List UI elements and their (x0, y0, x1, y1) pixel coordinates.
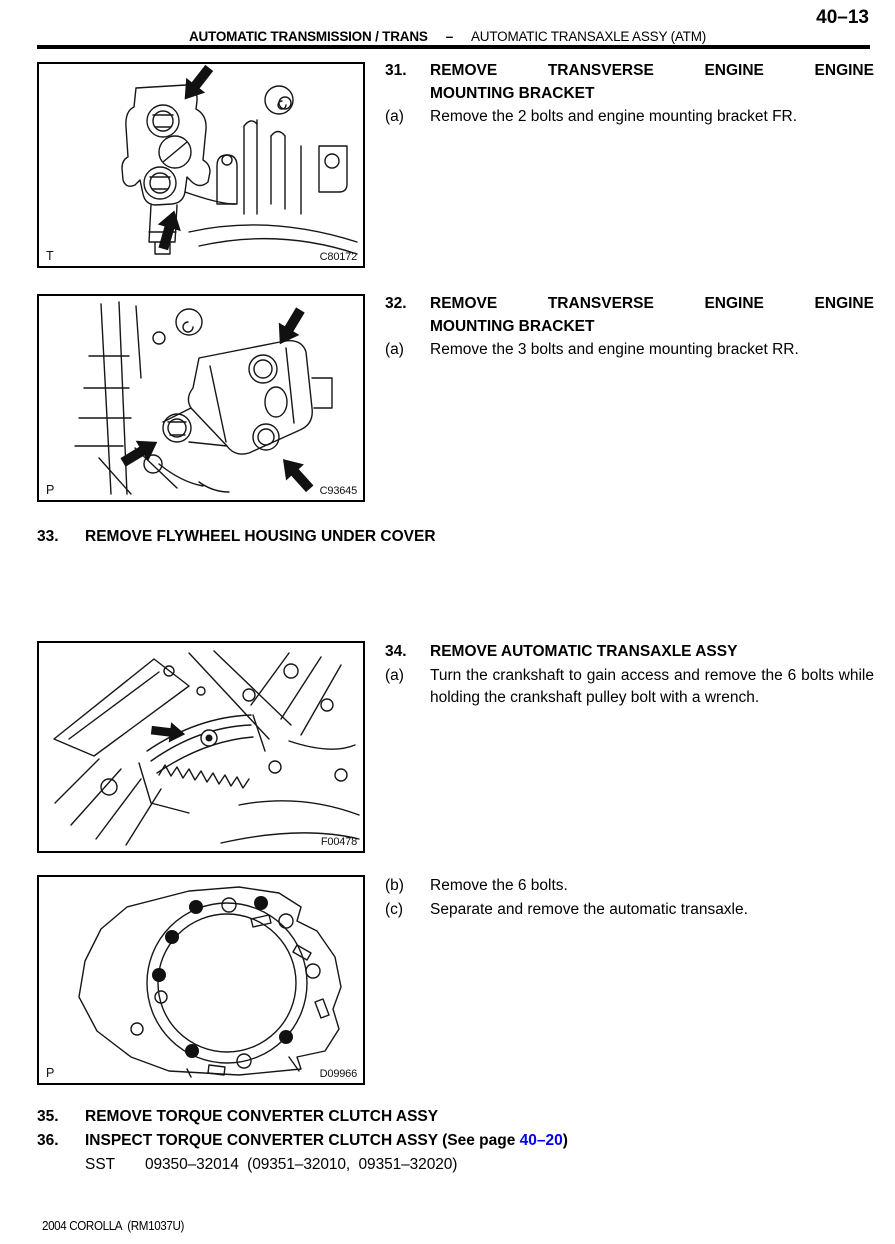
header-section-right: AUTOMATIC TRANSAXLE ASSY (ATM) (471, 29, 707, 44)
step-title-line2: MOUNTING BRACKET (430, 84, 595, 102)
bracket-fr-illustration (39, 64, 363, 266)
figure-code: C80172 (319, 251, 357, 263)
bracket-rr-illustration (39, 296, 363, 500)
step-number: 35. (37, 1108, 59, 1125)
sst-line (37, 1153, 874, 1177)
step-31 (385, 60, 874, 129)
steps-35-36 (37, 1105, 874, 1177)
step-number: 34. (385, 643, 407, 660)
arrow-marker (150, 720, 186, 744)
step-title: REMOVE AUTOMATIC TRANSAXLE ASSY (430, 643, 738, 660)
arrow-marker (117, 432, 164, 473)
bolt-dots (152, 896, 293, 1058)
sst-label: SST (85, 1156, 116, 1173)
substep-label: (c) (385, 900, 404, 918)
figure-bracket-fr (37, 62, 365, 268)
figure-corner-label: P (46, 1066, 55, 1080)
figure-corner-label: P (46, 483, 55, 497)
see-page-link[interactable]: 40–20 (519, 1132, 563, 1149)
step-36 (37, 1129, 874, 1153)
figure-corner-label: T (46, 249, 54, 263)
step-number: 31. (385, 62, 407, 79)
substep-text: Remove the 6 bolts. (430, 877, 568, 894)
substep-text: Separate and remove the automatic transaxle. (430, 900, 748, 918)
step-35 (37, 1105, 874, 1129)
crankshaft-illustration (39, 643, 363, 851)
sst-value: 09350–32014 (09351–32010, 09351–32020) (145, 1156, 458, 1173)
step-number: 33. (37, 528, 59, 545)
header-separator: – (445, 29, 453, 44)
transaxle-case-illustration (39, 877, 363, 1083)
step-34 (385, 641, 874, 710)
step-34-continued (385, 874, 874, 921)
step-title: REMOVE FLYWHEEL HOUSING UNDER COVER (85, 528, 436, 545)
page-number: 40–13 (816, 7, 869, 28)
step-title (85, 1129, 874, 1153)
footer-text: 2004 COROLLA (RM1037U) (42, 1219, 184, 1233)
figure-code: D09966 (319, 1068, 357, 1080)
step-32 (385, 293, 874, 362)
substep-label: (a) (385, 341, 404, 358)
step-title-line2: MOUNTING BRACKET (430, 317, 595, 335)
header-rule (37, 45, 870, 49)
substep-label: (a) (385, 666, 404, 684)
figure-bracket-rr (37, 294, 365, 502)
step-number: 32. (385, 295, 407, 312)
step-title-text: INSPECT TORQUE CONVERTER CLUTCH ASSY (See page (85, 1132, 520, 1149)
figure-code: C93645 (319, 485, 357, 497)
step-33 (37, 525, 874, 549)
substep-text: Remove the 2 bolts and engine mounting bracket FR. (430, 108, 798, 125)
arrow-marker (152, 207, 186, 252)
figure-crankshaft-bolts (37, 641, 365, 853)
header-title (0, 29, 895, 44)
figure-code: F00478 (320, 836, 357, 848)
arrow-marker (274, 451, 319, 497)
substep-text: Turn the crankshaft to gain access and remove the 6 bolts while holding the crankshaft pulley bolt with a wrench. (430, 666, 874, 706)
step-title-line1: REMOVE TRANSVERSE ENGINE ENGINE (430, 62, 874, 79)
step-title-line1: REMOVE TRANSVERSE ENGINE ENGINE (430, 295, 874, 312)
substep-text: Remove the 3 bolts and engine mounting bracket RR. (430, 341, 799, 358)
header-section-left: AUTOMATIC TRANSMISSION / TRANS (188, 29, 428, 44)
step-title-suffix: ) (562, 1132, 568, 1149)
figure-transaxle-case (37, 875, 365, 1085)
substep-label: (a) (385, 108, 404, 125)
substep-label: (b) (385, 877, 404, 894)
step-title: REMOVE TORQUE CONVERTER CLUTCH ASSY (85, 1108, 439, 1125)
step-number: 36. (37, 1132, 59, 1149)
